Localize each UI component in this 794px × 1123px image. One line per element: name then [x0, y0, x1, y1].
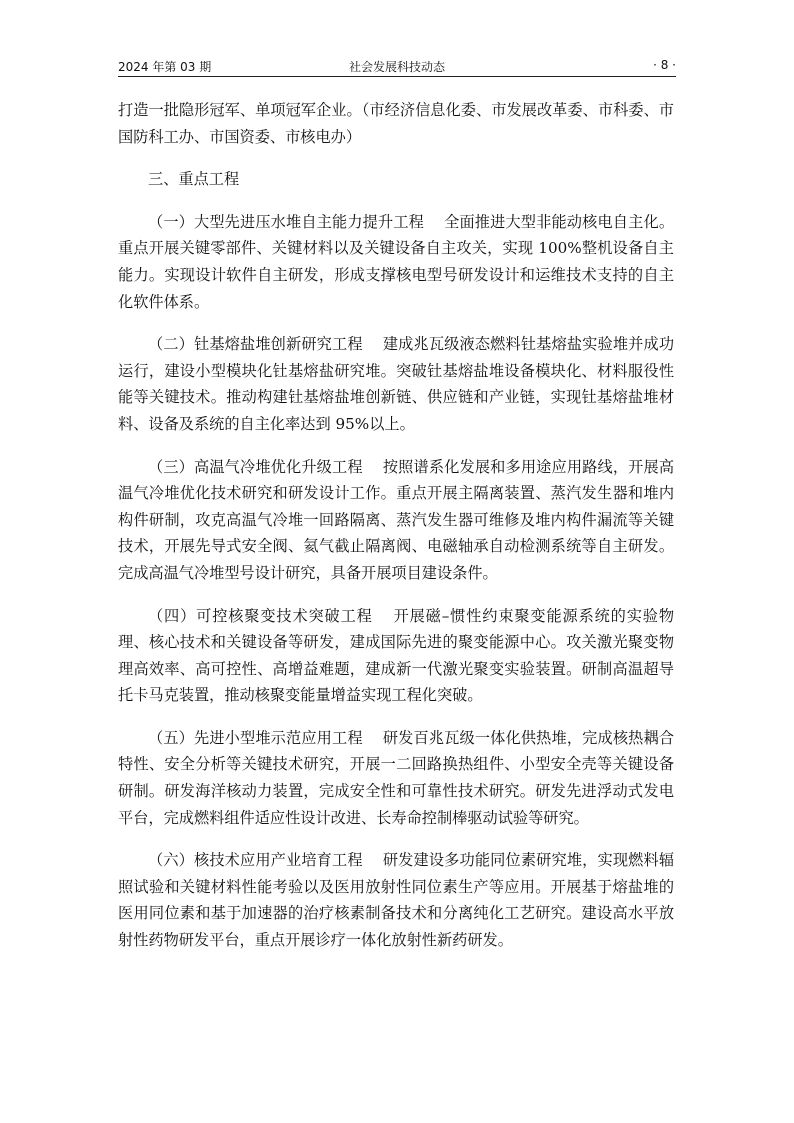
project-title: （五）先进小型堆示范应用工程 [148, 728, 363, 747]
project-body: 研发百兆瓦级一体化供热堆，完成核热耦合特性、安全分析等关键技术研究，开展一二回路换热组件、小型安全壳等关键设备研制。研发海洋核动力装置，完成安全性和可靠性技术研究。研发先进浮动式发电平台，完成燃料组件适应性设计改进、长寿命控制棒驱动试验等研究。 [118, 728, 675, 827]
project-title: （三）高温气冷堆优化升级工程 [148, 457, 363, 476]
project-body: 建成兆瓦级液态燃料钍基熔盐实验堆并成功运行，建设小型模块化钍基熔盐研究堆。突破钍基熔盐堆设备模块化、材料服役性能等关键技术。推动构建钍基熔盐堆创新链、供应链和产业链，实现钍基熔盐堆材料、设备及系统的自主化率达到 95%以上。 [118, 335, 675, 433]
intro-paragraph: 打造一批隐形冠军、单项冠军企业。（市经济信息化委、市发展改革委、市科委、市国防科工办、市国资委、市核电办） [118, 101, 674, 146]
project-paragraph-5 [118, 725, 674, 831]
header-divider [118, 76, 676, 77]
project-body: 研发建设多功能同位素研究堆，实现燃料辐照试验和关键材料性能考验以及医用放射性同位素生产等应用。开展基于熔盐堆的医用同位素和基于加速器的治疗核素制备技术和分离纯化工艺研究。建设高水平放射性药物研发平台，重点开展诊疗一体化放射性新药研发。 [118, 851, 675, 950]
project-body: 按照谱系化发展和多用途应用路线，开展高温气冷堆优化技术研究和研发设计工作。重点开展主隔离装置、蒸汽发生器和堆内构件研制，攻克高温气冷堆一回路隔离、蒸汽发生器可维修及堆内构件漏流等关键技术，开展先导式安全阀、氦气截止隔离阀、电磁轴承自动检测系统等自主研发。完成高温气冷堆型号设计研究，具备开展项目建设条件。 [118, 457, 675, 582]
project-paragraph-1 [118, 209, 674, 315]
page-header [118, 55, 676, 77]
project-title: （四）可控核聚变技术突破工程 [148, 606, 373, 625]
project-paragraph-4 [118, 603, 674, 709]
publication-title: 社会发展科技动态 [348, 60, 445, 74]
project-title: （二）钍基熔盐堆创新研究工程 [148, 335, 363, 354]
project-title: （一）大型先进压水堆自主能力提升工程 [148, 212, 424, 231]
project-body: 开展磁–惯性约束聚变能源系统的实验物理、核心技术和关键设备等研发，建成国际先进的聚变能源中心。攻关激光聚变物理高效率、高可控性、高增益难题，建成新一代激光聚变实验装置。研制高温超导托卡马克装置，推动核聚变能量增益实现工程化突破。 [118, 606, 675, 705]
page-number: · 8 · [653, 58, 676, 72]
issue-label: 2024 年第 03 期 [118, 60, 212, 74]
project-title: （六）核技术应用产业培育工程 [148, 851, 363, 870]
project-body: 全面推进大型非能动核电自主化。重点开展关键零部件、关键材料以及关键设备自主攻关，实现 100%整机设备自主能力。实现设计软件自主研发，形成支撑核电型号研发设计和运维技术支持的自主化软件体系。 [118, 212, 675, 311]
project-paragraph-3 [118, 454, 674, 587]
project-paragraph-6 [118, 847, 674, 953]
section-heading: 三、重点工程 [148, 170, 240, 189]
document-body [118, 97, 674, 954]
project-paragraph-2 [118, 331, 674, 437]
